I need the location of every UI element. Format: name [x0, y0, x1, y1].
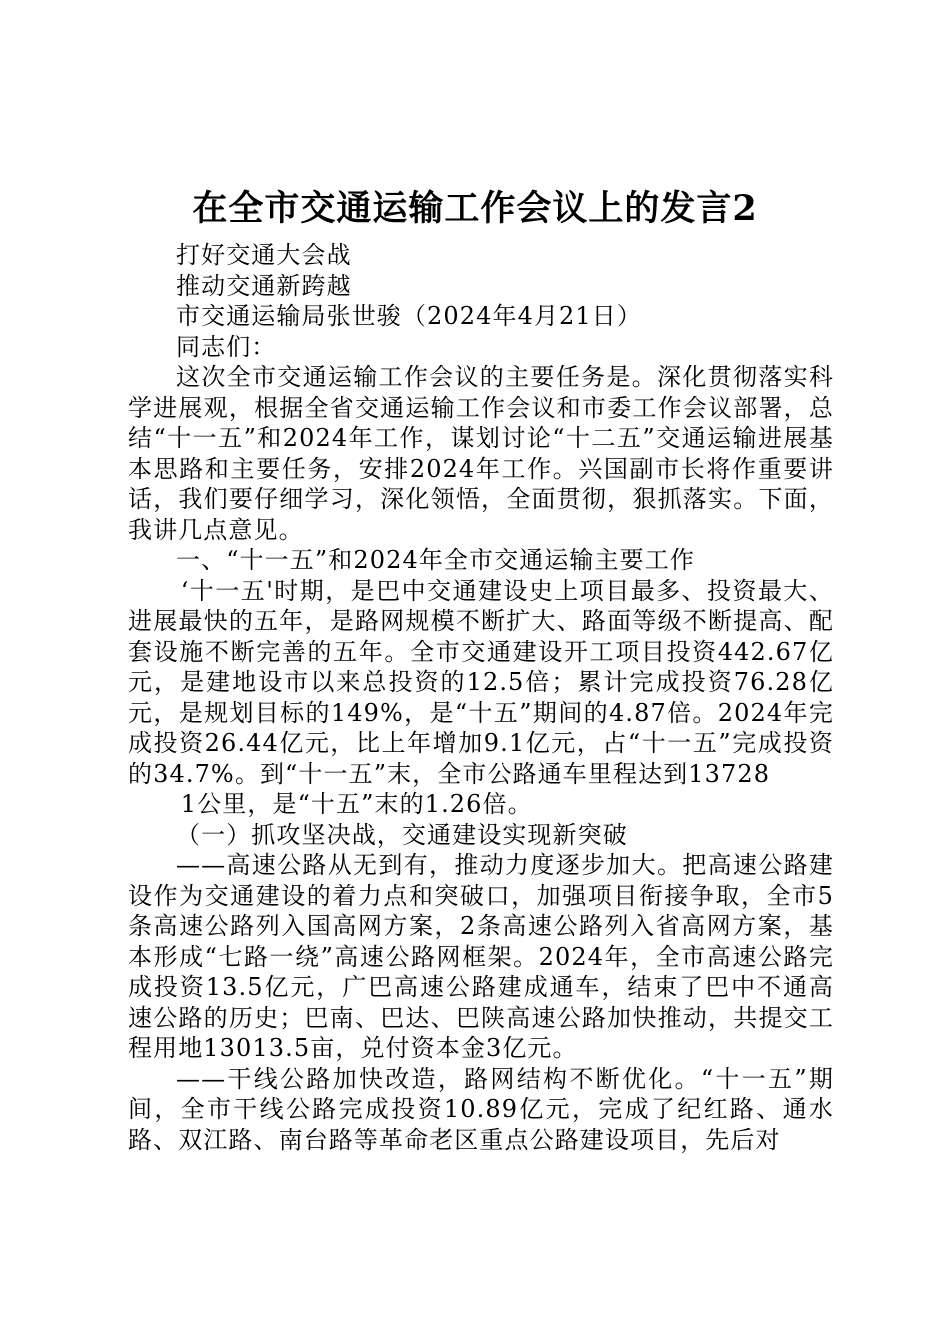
paragraph-mileage: 1公里，是“十五”末的1.26倍。	[180, 790, 533, 818]
paragraph-salutation: 同志们：	[176, 332, 277, 361]
subsection-heading-1: （一）抓攻坚决战，交通建设实现新突破	[176, 820, 628, 849]
section-heading-1: 一、“十一五”和2024年全市交通运输主要工作	[176, 546, 695, 574]
paragraph-speaker: 市交通运输局张世骏（2024年4月21日）	[176, 302, 642, 330]
paragraph-slogan-1: 打好交通大会战	[176, 241, 352, 269]
document-body	[128, 240, 834, 1155]
paragraph-slogan-2: 推动交通新跨越	[176, 271, 352, 300]
paragraph-trunk-roads: ——干线公路加快改造，路网结构不断优化。“十一五”期间，全市干线公路完成投资10.89亿元，完成了纪红路、通水路、双江路、南台路等革命老区重点公路建设项目，先后对	[128, 1064, 834, 1154]
paragraph-intro: 这次全市交通运输工作会议的主要任务是。深化贯彻落实科学进展观，根据全省交通运输工作会议和市委工作会议部署，总结“十一五”和2024年工作，谋划讨论“十二五”交通运输进展基本思路和主要任务，安排2024年工作。兴国副市长将作重要讲话，我们要仔细学习，深化领悟，全面贯彻，狠抓落实。下面，我讲几点意见。	[128, 363, 834, 544]
paragraph-eleventh-five-year: ‘十一五'时期，是巴中交通建设史上项目最多、投资最大、进展最快的五年，是路网规模不断扩大、路面等级不断提高、配套设施不断完善的五年。全市交通建设开工项目投资442.67亿元，是建地设市以来总投资的12.5倍；累计完成投资76.28亿元，是规划目标的149%，是“十五”期间的4.87倍。2024年完成投资26.44亿元，比上年增加9.1亿元，占“十一五”完成投资的34.7%。到“十一五”末，全市公路通车里程达到13728	[128, 576, 834, 788]
document-title: 在全市交通运输工作会议上的发言2	[192, 188, 758, 229]
paragraph-expressway: ——高速公路从无到有，推动力度逐步加大。把高速公路建设作为交通建设的着力点和突破口，加强项目衔接争取，全市5条高速公路列入国高网方案，2条高速公路列入省高网方案，基本形成“七路一绕”高速公路网框架。2024年，全市高速公路完成投资13.5亿元，广巴高速公路建成通车，结束了巴中不通高速公路的历史；巴南、巴达、巴陕高速公路加快推动，共提交工程用地13013.5亩，兑付资本金3亿元。	[128, 851, 834, 1062]
